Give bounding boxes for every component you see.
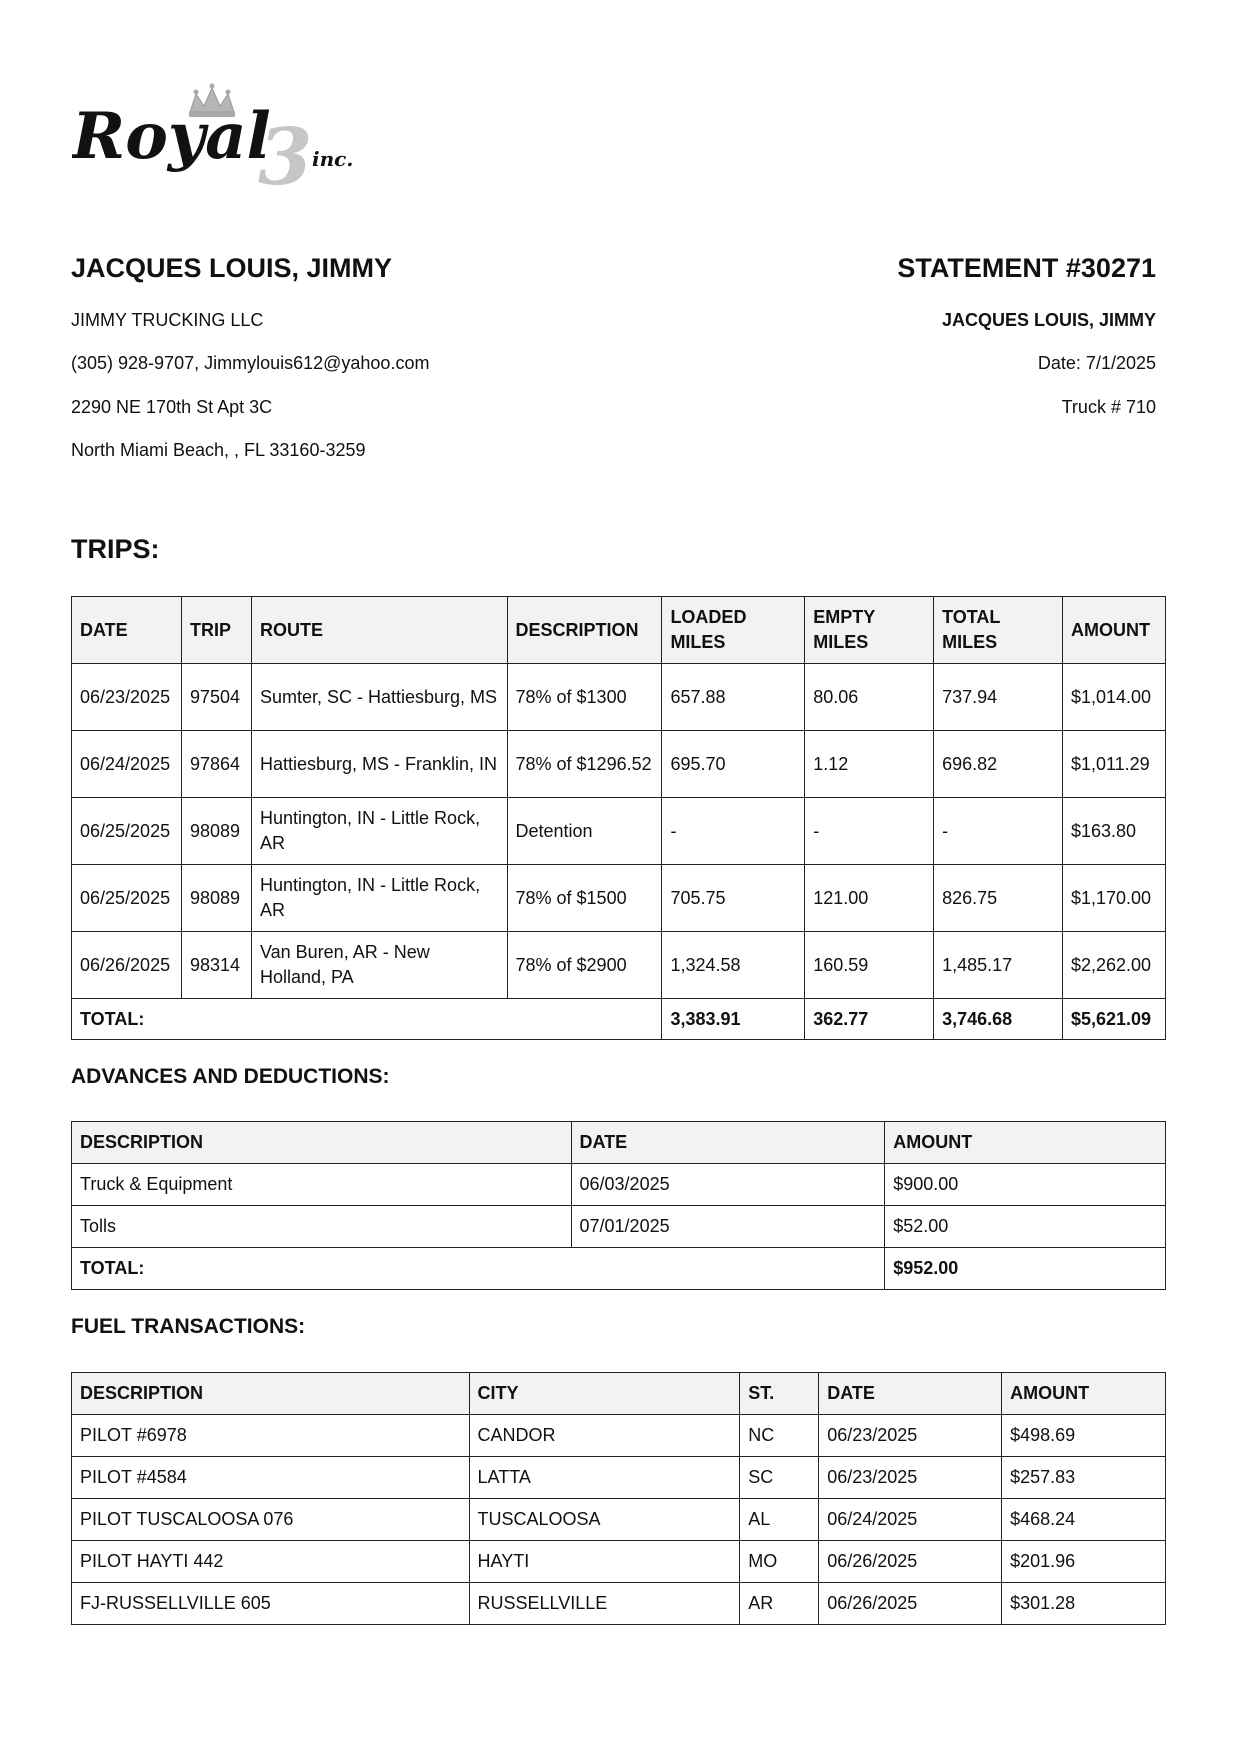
table-cell: 06/26/2025 [72,932,182,999]
trips-title: TRIPS: [71,534,160,564]
table-cell: $1,011.29 [1062,731,1165,798]
table-cell: 06/23/2025 [819,1457,1002,1499]
table-row [72,1164,1166,1206]
column-header: AMOUNT [1062,597,1165,664]
table-cell: - [662,798,805,865]
table-row [72,1206,1166,1248]
table-cell: Huntington, IN - Little Rock, AR [251,798,507,865]
total-loaded-miles: 3,383.91 [662,999,805,1040]
column-header: CITY [469,1373,740,1415]
table-cell: 826.75 [934,865,1063,932]
advances-title: ADVANCES AND DEDUCTIONS: [71,1065,390,1088]
table-cell: $1,170.00 [1062,865,1165,932]
table-cell: SC [740,1457,819,1499]
table-cell: 78% of $1500 [507,865,662,932]
fuel-title: FUEL TRANSACTIONS: [71,1315,306,1338]
column-header: DATE [72,597,182,664]
driver-name: JACQUES LOUIS, JIMMY [71,253,393,283]
table-cell: 78% of $1296.52 [507,731,662,798]
table-cell: 80.06 [805,664,934,731]
driver-contact: (305) 928-9707, Jimmylouis612@yahoo.com [71,353,430,373]
column-header: AMOUNT [1002,1373,1166,1415]
crown-logo-icon [72,78,392,198]
svg-text:inc.: inc. [312,147,354,171]
table-cell: LATTA [469,1457,740,1499]
trips-header-row [72,597,1166,664]
table-cell: PILOT HAYTI 442 [72,1541,470,1583]
table-row [72,1541,1166,1583]
statement-date: Date: 7/1/2025 [1037,353,1156,373]
driver-address-line1: 2290 NE 170th St Apt 3C [71,397,273,417]
column-header: DESCRIPTION [72,1122,572,1164]
table-cell: Van Buren, AR - New Holland, PA [251,932,507,999]
table-cell: FJ-RUSSELLVILLE 605 [72,1583,470,1625]
table-cell: $468.24 [1002,1499,1166,1541]
table-cell: 737.94 [934,664,1063,731]
column-header: ST. [740,1373,819,1415]
advances-total-row [72,1248,1166,1290]
total-amount: $5,621.09 [1062,999,1165,1040]
table-cell: PILOT #6978 [72,1415,470,1457]
statement-name: JACQUES LOUIS, JIMMY [941,310,1156,330]
table-cell: $201.96 [1002,1541,1166,1583]
table-cell: 160.59 [805,932,934,999]
statement-info [636,252,1156,417]
table-cell: 06/23/2025 [72,664,182,731]
total-empty-miles: 362.77 [805,999,934,1040]
table-cell: 98089 [181,798,251,865]
table-cell: 06/24/2025 [819,1499,1002,1541]
table-cell: Hattiesburg, MS - Franklin, IN [251,731,507,798]
table-row [72,664,1166,731]
fuel-table [71,1372,1166,1625]
statement-title: STATEMENT #30271 [897,253,1156,283]
table-row [72,1457,1166,1499]
table-cell: MO [740,1541,819,1583]
table-cell: $257.83 [1002,1457,1166,1499]
column-header: EMPTY MILES [805,597,934,664]
table-cell: 06/03/2025 [571,1164,885,1206]
statement-truck: Truck # 710 [1061,397,1156,417]
table-cell: 78% of $1300 [507,664,662,731]
column-header: DESCRIPTION [507,597,662,664]
table-cell: 696.82 [934,731,1063,798]
svg-text:3: 3 [258,112,313,198]
table-cell: CANDOR [469,1415,740,1457]
table-cell: $900.00 [885,1164,1166,1206]
table-cell: 97864 [181,731,251,798]
driver-info [71,252,631,460]
table-cell: PILOT TUSCALOOSA 076 [72,1499,470,1541]
table-cell: 1.12 [805,731,934,798]
table-cell: 07/01/2025 [571,1206,885,1248]
column-header: DESCRIPTION [72,1373,470,1415]
table-row [72,1499,1166,1541]
table-cell: 657.88 [662,664,805,731]
table-cell: Detention [507,798,662,865]
table-cell: Truck & Equipment [72,1164,572,1206]
table-cell: 06/23/2025 [819,1415,1002,1457]
column-header: LOADED MILES [662,597,805,664]
table-cell: HAYTI [469,1541,740,1583]
table-cell: Sumter, SC - Hattiesburg, MS [251,664,507,731]
table-cell: $163.80 [1062,798,1165,865]
company-logo [72,78,392,198]
table-row [72,865,1166,932]
table-cell: $2,262.00 [1062,932,1165,999]
fuel-header-row [72,1373,1166,1415]
table-cell: $498.69 [1002,1415,1166,1457]
table-cell: 06/25/2025 [72,798,182,865]
table-cell: $52.00 [885,1206,1166,1248]
column-header: TOTAL MILES [934,597,1063,664]
table-row [72,731,1166,798]
advances-header-row [72,1122,1166,1164]
table-cell: 121.00 [805,865,934,932]
total-miles: 3,746.68 [934,999,1063,1040]
total-label: TOTAL: [72,999,662,1040]
table-cell: 1,485.17 [934,932,1063,999]
table-cell: 705.75 [662,865,805,932]
total-label: TOTAL: [72,1248,885,1290]
trips-total-row [72,999,1166,1040]
trips-table [71,596,1166,1040]
table-row [72,1415,1166,1457]
table-cell: NC [740,1415,819,1457]
table-row [72,932,1166,999]
table-cell: $301.28 [1002,1583,1166,1625]
column-header: DATE [571,1122,885,1164]
table-cell: - [934,798,1063,865]
table-cell: AR [740,1583,819,1625]
table-cell: 98314 [181,932,251,999]
table-cell: 695.70 [662,731,805,798]
table-cell: 06/25/2025 [72,865,182,932]
table-cell: Tolls [72,1206,572,1248]
table-cell: 06/26/2025 [819,1541,1002,1583]
column-header: ROUTE [251,597,507,664]
svg-text:Royal: Royal [72,99,271,174]
table-cell: 98089 [181,865,251,932]
column-header: TRIP [181,597,251,664]
table-cell: $1,014.00 [1062,664,1165,731]
table-cell: 1,324.58 [662,932,805,999]
table-cell: 06/24/2025 [72,731,182,798]
driver-address-line2: North Miami Beach, , FL 33160-3259 [71,440,366,460]
advances-table [71,1121,1166,1290]
table-cell: - [805,798,934,865]
column-header: AMOUNT [885,1122,1166,1164]
table-cell: Huntington, IN - Little Rock, AR [251,865,507,932]
table-cell: 06/26/2025 [819,1583,1002,1625]
column-header: DATE [819,1373,1002,1415]
table-cell: RUSSELLVILLE [469,1583,740,1625]
total-amount: $952.00 [885,1248,1166,1290]
table-cell: PILOT #4584 [72,1457,470,1499]
table-cell: 97504 [181,664,251,731]
table-cell: TUSCALOOSA [469,1499,740,1541]
table-cell: 78% of $2900 [507,932,662,999]
table-row [72,1583,1166,1625]
driver-company: JIMMY TRUCKING LLC [71,310,264,330]
table-row [72,798,1166,865]
table-cell: AL [740,1499,819,1541]
